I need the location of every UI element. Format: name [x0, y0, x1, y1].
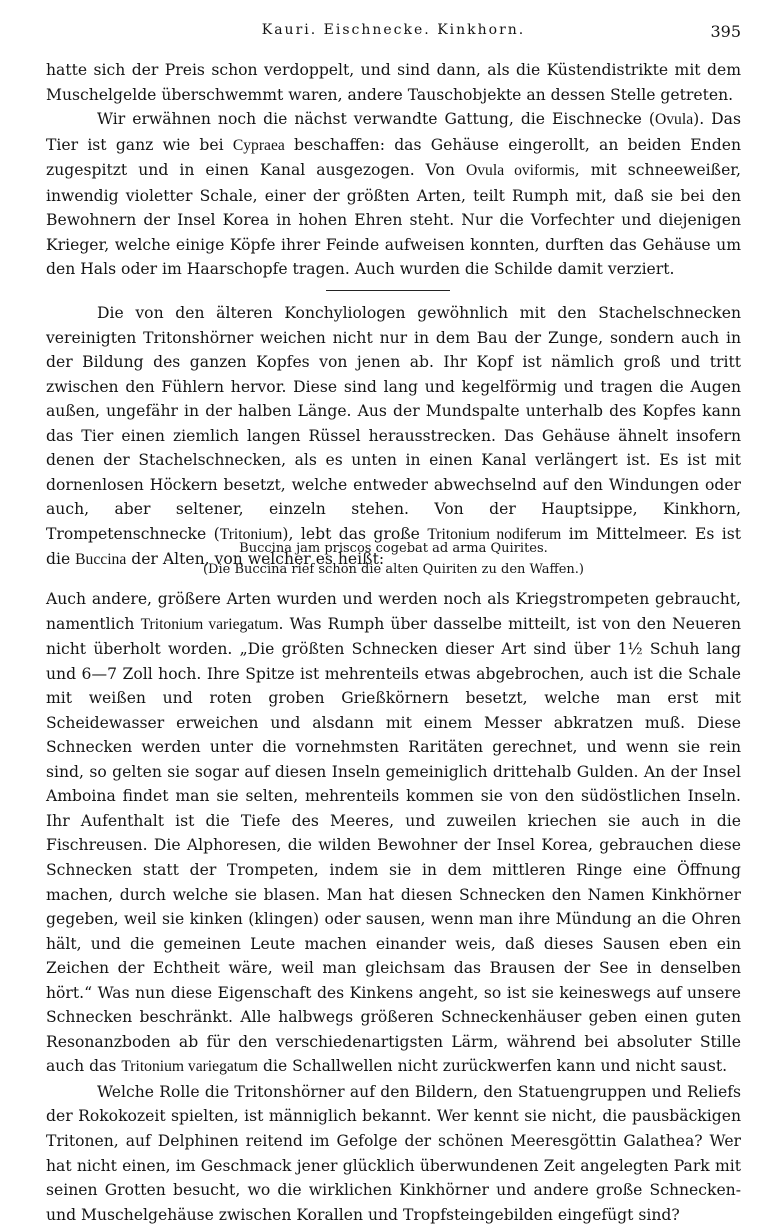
text-run: die Schallwellen nicht zurückwerfen kann und nicht saust.	[258, 1057, 728, 1076]
page-number: 395	[710, 22, 741, 41]
text-run: , mit schneeweißer, inwendig violetter Schale, einer der größten Arten, teilt Rumph mit, daß sie bei den Bewohnern der Insel Korea in hohen Ehren steht. Nur die Vorfechter und diejenigen Krieger, welche einige Köpfe ihrer Feinde aufweisen konnten, durften das Gehäuse um den Hals oder im Haarschopfe tragen. Auch wurden die Schilde damit verziert.	[46, 161, 741, 279]
text-block-kinkhorn	[46, 587, 741, 1227]
text-run: Die von den älteren Konchyliologen gewöhnlich mit den Stachelschnecken vereinigten Tritonshörner weichen nicht nur in dem Bau der Zunge, sondern auch in der Bildung des ganzen Kopfes von jenen ab. Ihr Kopf ist nämlich groß und tritt zwischen den Fühlern hervor. Diese sind lang und kegelförmig und tragen die Augen außen, ungefähr in der halben Länge. Aus der Mundspalte unterhalb des Kopfes kann das Tier einen ziemlich langen Rüssel herausstrecken. Das Gehäuse ähnelt insofern denen der Stachelschnecken, als es unten in einen Kanal verlängert ist. Es ist mit dornenlosen Höckern besetzt, welche entweder abwechselnd auf den Windungen oder auch, aber seltener, einzeln stehen. Von der Hauptsippe, Kinkhorn, Trompetenschnecke (	[46, 304, 741, 543]
text-run: ). Das Tier ist ganz wie bei	[46, 110, 741, 154]
paragraph-rumph-quote	[46, 587, 741, 1080]
text-run: im Mittelmeer. Es ist die	[46, 524, 741, 569]
latin-term: Tritonium nodiferum	[427, 525, 562, 543]
text-run: der Alten, von welcher es heißt:	[126, 550, 385, 569]
paragraph-tritonshoerner	[46, 301, 741, 573]
paragraph-rokoko: Welche Rolle die Tritonshörner auf den Bildern, den Statuengruppen und Reliefs der Rokokozeit spielten, ist männiglich bekannt. Wer kennt sie nicht, die pausbäckigen Tritonen, auf Delphinen reitend im Gefolge der schönen Meeresgöttin Galathea? Wer hat nicht einen, im Geschmack jener glücklich überwundenen Zeit angelegten Park mit seinen Grotten besucht, wo die wirklichen Kinkhörner und andere große Schnecken- und Muschelgehäuse zwischen Korallen und Tropfsteingebilden eingefügt sind?	[46, 1082, 741, 1224]
latin-term: Tritonium variegatum	[140, 615, 279, 633]
running-head: Kauri. Eischnecke. Kinkhorn.	[261, 22, 526, 38]
latin-term: Tritonium variegatum	[121, 1058, 259, 1076]
paragraph-kauri-price: hatte sich der Preis schon verdoppelt, und sind dann, als die Küstendistrikte mit dem Muschelgelde überschwemmt waren, andere Tauschobjekte an dessen Stelle getreten.	[46, 61, 741, 104]
verse-quote	[46, 538, 741, 580]
latin-term: Cypraea	[232, 136, 285, 154]
text-run: beschaffen: das Gehäuse eingerollt, an beiden Enden zugespitzt und in einen Kanal ausgezogen. Von	[46, 135, 741, 180]
text-run: ), lebt das große	[282, 524, 428, 543]
page-header	[46, 22, 741, 52]
text-run: Auch andere, größere Arten wurden und werden noch als Kriegstrompeten gebraucht, namentlich	[46, 590, 741, 633]
text-run: . Was Rumph über dasselbe mitteilt, ist von den Neueren nicht überholt worden. „Die größten Schnecken dieser Art sind über 1½ Schuh lang und 6—7 Zoll hoch. Ihre Spitze ist mehrenteils etwas abgebrochen, auch ist die Schale mit weißen und roten groben Grießkörnern besetzt, welche man erst mit Scheidewasser erweichen und alsdann mit einem Messer abkratzen muß. Diese Schnecken werden unter die vornehmsten Raritäten gerechnet, und wenn sie rein sind, so gelten sie sogar auf diesen Inseln gemeiniglich drittehalb Gulden. An der Insel Amboina findet man sie selten, mehrenteils kommen sie von den südöstlichen Inseln. Ihr Aufenthalt ist die Tiefe des Meeres, und zuweilen kriechen sie auch in die Fischreusen. Die Alphoresen, die wilden Bewohner der Insel Korea, gebrauchen diese Schnecken statt der Trompeten, indem sie in dem mittleren Ringe eine Öffnung machen, durch welche sie blasen. Man hat diesen Schnecken den Namen Kinkhörner gegeben, weil sie kinken (klingen) oder sausen, wenn man ihre Mündung an die Ohren hält, und die gemeinen Leute machen einander weis, daß dieses Sausen eben ein Zeichen der Echtheit wäre, weil man gleichsam das Brausen der See in denselben hört.“ Was nun diese Eigenschaft des Kinkens angeht, so ist sie keineswegs auf unsere Schnecken beschränkt. Alle halbwegs größeren Schneckenhäuser geben einen guten Resonanzboden ab für den verschiedenartigsten Lärm, während bei absoluter Stille auch das	[46, 614, 742, 1076]
text-block-kauri-ovula	[46, 58, 741, 282]
latin-term: Tritonium	[219, 525, 283, 543]
quote-translation: (Die Buccina rief schon die alten Quiriten zu den Waffen.)	[202, 562, 585, 577]
latin-term: Ovula oviformis	[466, 162, 575, 180]
section-divider	[326, 290, 450, 291]
latin-term: Ovula	[655, 111, 694, 129]
text-run: Wir erwähnen noch die nächst verwandte Gattung, die Eischnecke (	[97, 110, 655, 129]
paragraph-ovula	[46, 107, 741, 282]
text-block-tritonshoerner	[46, 301, 741, 573]
quote-latin: Buccina jam priscos cogebat ad arma Quirites.	[239, 541, 548, 556]
latin-term: Buccina	[75, 551, 127, 569]
